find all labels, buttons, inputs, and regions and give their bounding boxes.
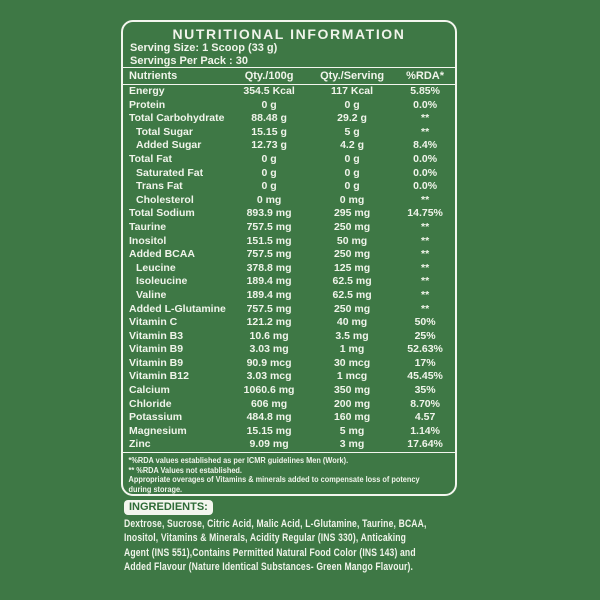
- row-per100: 1060.6 mg: [243, 384, 295, 397]
- row-rda: 8.70%: [410, 397, 440, 410]
- row-serving: 200 mg: [333, 397, 371, 410]
- row-per100: 757.5 mg: [246, 248, 292, 261]
- row-rda: 0.0%: [413, 180, 438, 193]
- footnote-line: *%RDA values established as per ICMR guidelines Men (Work).: [128, 456, 349, 466]
- row-serving: 250 mg: [333, 220, 371, 233]
- table-row: [123, 316, 455, 330]
- row-name: Added L-Glutamine: [129, 302, 226, 315]
- row-rda: **: [421, 302, 430, 315]
- row-serving: 0 g: [344, 98, 360, 111]
- row-rda: **: [421, 288, 430, 301]
- row-name: Total Carbohydrate: [129, 112, 225, 125]
- row-per100: 0 mg: [256, 193, 282, 206]
- row-rda: **: [421, 112, 430, 125]
- row-name: Leucine: [136, 261, 176, 274]
- row-per100: 0 g: [261, 152, 277, 165]
- table-row: [123, 85, 455, 99]
- row-name: Vitamin B9: [129, 356, 184, 369]
- row-per100: 0 g: [261, 166, 277, 179]
- table-row: [123, 384, 455, 398]
- footnote-line: Appropriate overages of Vitamins & minerals added to compensate loss of potency: [128, 475, 420, 485]
- table-row: [123, 357, 455, 371]
- row-name: Valine: [136, 288, 167, 301]
- table-row: [123, 438, 455, 452]
- table-row: [123, 370, 455, 384]
- footnotes: [123, 453, 428, 494]
- col-qty-100g: Qty./100g: [244, 70, 294, 82]
- row-per100: 90.9 mcg: [246, 356, 292, 369]
- ingredients-text: [124, 517, 459, 574]
- row-per100: 606 mg: [250, 397, 288, 410]
- row-serving: 40 mg: [336, 316, 368, 329]
- row-serving: 117 Kcal: [331, 85, 374, 97]
- row-name: Vitamin B3: [129, 329, 184, 342]
- table-header: [123, 69, 455, 84]
- row-rda: 0.0%: [413, 98, 438, 111]
- row-per100: 189.4 mg: [246, 288, 292, 301]
- row-per100: 378.8 mg: [246, 261, 292, 274]
- row-serving: 160 mg: [333, 411, 371, 424]
- row-serving: 0 mg: [339, 193, 365, 206]
- table-row: [123, 275, 455, 289]
- row-serving: 295 mg: [333, 207, 371, 220]
- col-nutrients: Nutrients: [129, 70, 178, 82]
- row-rda: 17.64%: [407, 438, 443, 451]
- row-name: Inositol: [129, 234, 167, 247]
- table-row: [123, 126, 455, 140]
- row-serving: 125 mg: [333, 261, 371, 274]
- table-row: [123, 112, 455, 126]
- row-rda: 14.75%: [407, 207, 443, 220]
- row-name: Total Sodium: [129, 207, 195, 220]
- row-serving: 0 g: [344, 152, 360, 165]
- row-name: Total Sugar: [136, 125, 193, 138]
- table-row: [123, 248, 455, 262]
- row-per100: 15.15 mg: [246, 424, 292, 437]
- row-rda: 45.45%: [407, 370, 443, 383]
- row-per100: 10.6 mg: [249, 329, 289, 342]
- row-rda: 52.63%: [407, 343, 443, 356]
- row-rda: **: [421, 125, 430, 138]
- ingredient-line: Added Flavour (Nature Identical Substances- Green Mango Flavour).: [124, 560, 414, 573]
- row-name: Zinc: [129, 438, 151, 451]
- table-row: [123, 99, 455, 113]
- row-rda: 50%: [414, 316, 436, 329]
- footnote-line: ** %RDA Values not established.: [128, 465, 242, 475]
- row-serving: 1 mg: [339, 343, 365, 356]
- servings-per-pack: Servings Per Pack : 30: [130, 54, 249, 67]
- row-serving: 4.2 g: [340, 139, 365, 152]
- row-rda: **: [421, 234, 430, 247]
- row-rda: **: [421, 275, 430, 288]
- row-per100: 484.8 mg: [246, 411, 292, 424]
- row-serving: 62.5 mg: [332, 275, 372, 288]
- row-rda: 8.4%: [413, 139, 438, 152]
- row-name: Isoleucine: [136, 275, 188, 288]
- row-per100: 88.48 g: [251, 112, 287, 125]
- row-serving: 5 mg: [339, 424, 365, 437]
- row-per100: 757.5 mg: [246, 220, 292, 233]
- row-name: Vitamin B12: [129, 370, 189, 383]
- row-per100: 12.73 g: [251, 139, 287, 152]
- row-name: Energy: [129, 85, 165, 97]
- label-title: NUTRITIONAL INFORMATION: [172, 26, 406, 42]
- table-row: [123, 289, 455, 303]
- table-row: [123, 398, 455, 412]
- row-serving: 350 mg: [333, 384, 371, 397]
- row-serving: 0 g: [344, 166, 360, 179]
- row-rda: 0.0%: [413, 166, 438, 179]
- row-serving: 0 g: [344, 180, 360, 193]
- row-serving: 1 mcg: [336, 370, 368, 383]
- row-serving: 62.5 mg: [332, 288, 372, 301]
- table-row: [123, 411, 455, 425]
- row-rda: 5.85%: [410, 85, 440, 97]
- table-row: [123, 221, 455, 235]
- row-per100: 3.03 mg: [249, 343, 289, 356]
- row-name: Added BCAA: [129, 248, 195, 261]
- col-rda: %RDA*: [406, 70, 445, 82]
- table-row: [123, 207, 455, 221]
- row-per100: 757.5 mg: [246, 302, 292, 315]
- row-per100: 121.2 mg: [246, 316, 292, 329]
- table-row: [123, 167, 455, 181]
- table-row: [123, 330, 455, 344]
- ingredient-line: Inositol, Vitamins & Minerals, Acidity Regular (INS 330), Anticaking: [124, 532, 407, 545]
- row-per100: 354.5 Kcal: [243, 85, 295, 97]
- col-qty-serving: Qty./Serving: [320, 70, 385, 82]
- table-row: [123, 343, 455, 357]
- table-row: [123, 139, 455, 153]
- row-serving: 5 g: [344, 125, 360, 138]
- table-rows: [123, 85, 455, 452]
- row-rda: **: [421, 261, 430, 274]
- row-rda: **: [421, 220, 430, 233]
- serving-size: Serving Size: 1 Scoop (33 g): [130, 42, 278, 54]
- row-name: Calcium: [129, 384, 170, 397]
- table-row: [123, 180, 455, 194]
- row-serving: 50 mg: [336, 234, 368, 247]
- row-serving: 29.2 g: [337, 112, 367, 125]
- row-name: Taurine: [129, 220, 167, 233]
- row-name: Added Sugar: [136, 139, 202, 152]
- table-row: [123, 262, 455, 276]
- row-per100: 0 g: [261, 180, 277, 193]
- row-rda: 0.0%: [413, 152, 438, 165]
- table-row: [123, 194, 455, 208]
- row-rda: 25%: [414, 329, 436, 342]
- row-serving: 250 mg: [333, 248, 371, 261]
- row-rda: **: [421, 248, 430, 261]
- row-rda: 4.57: [414, 411, 436, 424]
- footnote-line: during storage.: [128, 484, 183, 494]
- label-box: [121, 20, 457, 496]
- row-name: Magnesium: [129, 424, 187, 437]
- row-rda: 1.14%: [410, 424, 440, 437]
- row-per100: 151.5 mg: [246, 234, 292, 247]
- row-serving: 250 mg: [333, 302, 371, 315]
- row-per100: 3.03 mcg: [246, 370, 292, 383]
- ingredient-line: Agent (INS 551),Contains Permitted Natural Food Color (INS 143) and: [124, 546, 416, 559]
- row-name: Chloride: [129, 397, 172, 410]
- ingredients-label: INGREDIENTS:: [124, 500, 213, 515]
- row-name: Vitamin C: [129, 316, 178, 329]
- row-name: Vitamin B9: [129, 343, 184, 356]
- row-rda: 17%: [414, 356, 436, 369]
- row-per100: 189.4 mg: [246, 275, 292, 288]
- row-rda: 35%: [414, 384, 436, 397]
- row-name: Total Fat: [129, 152, 172, 165]
- row-rda: **: [421, 193, 430, 206]
- table-row: [123, 303, 455, 317]
- table-row: [123, 153, 455, 167]
- row-name: Trans Fat: [136, 180, 183, 193]
- row-per100: 0 g: [261, 98, 277, 111]
- table-row: [123, 425, 455, 439]
- table-row: [123, 235, 455, 249]
- row-name: Cholesterol: [136, 193, 194, 206]
- row-serving: 30 mcg: [333, 356, 371, 369]
- row-name: Potassium: [129, 411, 183, 424]
- row-serving: 3.5 mg: [335, 329, 369, 342]
- row-serving: 3 mg: [339, 438, 365, 451]
- row-name: Protein: [129, 98, 166, 111]
- row-per100: 15.15 g: [251, 125, 287, 138]
- divider-top: [123, 67, 455, 68]
- row-per100: 893.9 mg: [246, 207, 292, 220]
- row-per100: 9.09 mg: [249, 438, 289, 451]
- ingredient-line: Dextrose, Sucrose, Citric Acid, Malic Acid, L-Glutamine, Taurine, BCAA,: [124, 518, 427, 530]
- row-name: Saturated Fat: [136, 166, 204, 179]
